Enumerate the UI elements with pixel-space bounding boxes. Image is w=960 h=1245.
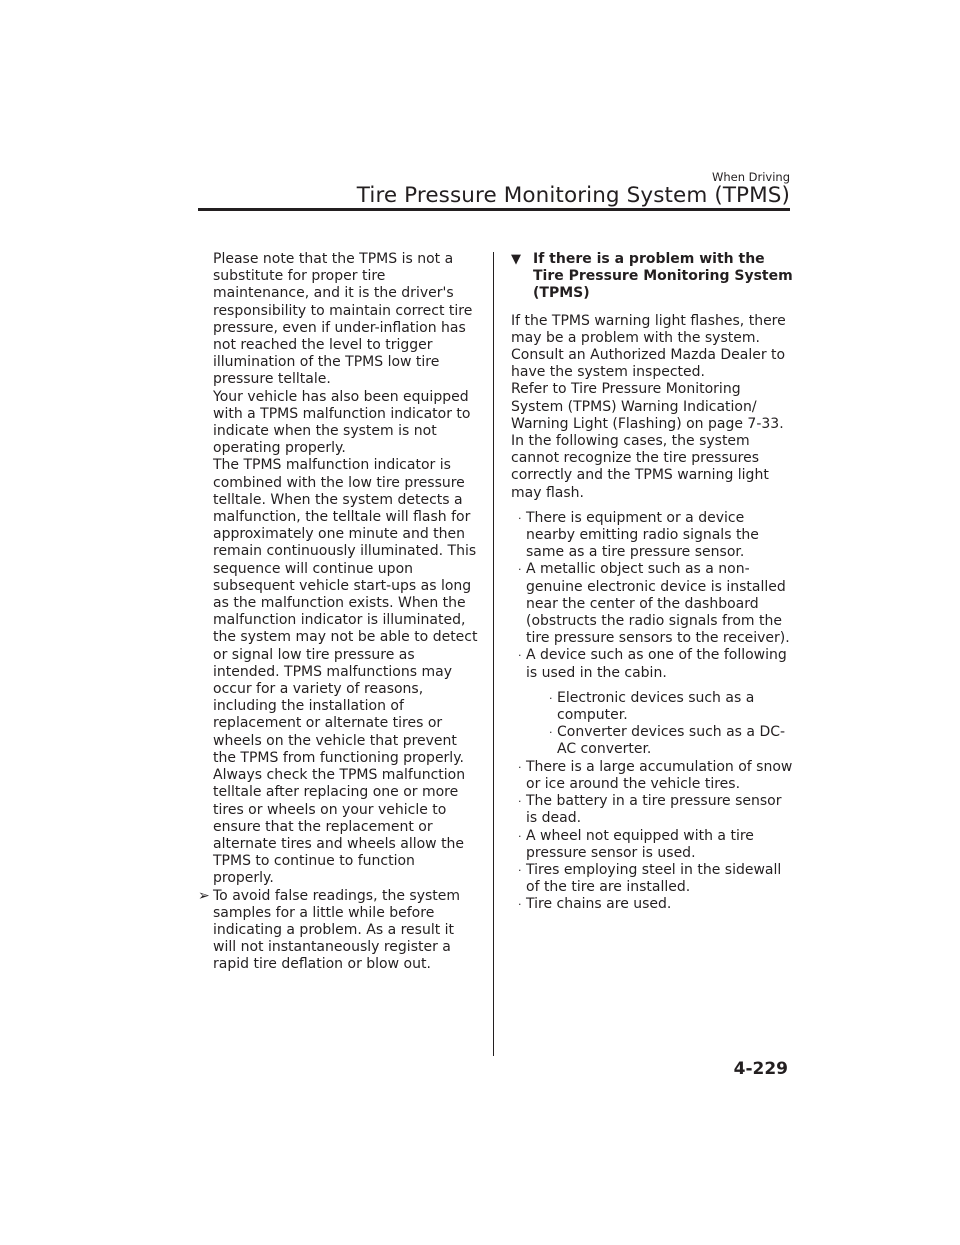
- cabin-devices-list: [526, 690, 793, 759]
- bullet-icon: ·: [549, 726, 553, 740]
- conditions-list: [511, 510, 793, 914]
- list-item-text: Tires employing steel in the sidewall of the tire are installed.: [526, 861, 782, 896]
- problem-heading-text: If there is a problem with the Tire Pressure Monitoring System (TPMS): [533, 251, 793, 302]
- false-readings-note: [198, 888, 480, 974]
- list-item-text: There is equipment or a device nearby emitting radio signals the same as a tire pressure sensor.: [526, 509, 759, 561]
- list-item: [511, 793, 793, 827]
- list-item-text: A wheel not equipped with a tire pressure sensor is used.: [526, 827, 754, 861]
- tpms-continuation-paragraph: Please note that the TPMS is not a substitute for proper tire maintenance, and it is the driver's responsibility to maintain correct tire pressure, even if under-inflation has not reached the level to trigger illumination of the TPMS low tire pressure telltale. Your vehicle has also been equipped with a TPMS malfunction indicator to indicate when the system is not operating properly. The TPMS malfunction indicator is combined with the low tire pressure telltale. When the system detects a malfunction, the telltale will flash for approximately one minute and then remain continuously illuminated. This sequence will continue upon subsequent vehicle start-ups as long as the malfunction exists. When the malfunction indicator is illuminated, the system may not be able to detect or signal low tire pressure as intended. TPMS malfunctions may occur for a variety of reasons, including the installation of replacement or alternate tires or wheels on the vehicle that prevent the TPMS from functioning properly. Always check the TPMS malfunction telltale after replacing one or more tires or wheels on your vehicle to ensure that the replacement or alternate tires and wheels allow the TPMS to continue to function properly.: [213, 251, 478, 887]
- bullet-icon: ·: [549, 691, 553, 705]
- bullet-icon: ·: [518, 511, 522, 525]
- page-number: 4-229: [733, 1059, 788, 1079]
- right-column: [511, 251, 793, 914]
- problem-intro: If the TPMS warning light flashes, there may be a problem with the system. Consult an Authorized Mazda Dealer to have the system inspected. Refer to Tire Pressure Monitoring System (TPMS) Warning Indication/ Warning Light (Flashing) on page 7-33. In the following cases, the system cannot recognize the tire pressures correctly and the TPMS warning light may flash.: [511, 312, 786, 501]
- problem-heading: [511, 251, 793, 303]
- list-item-text: The battery in a tire pressure sensor is dead.: [526, 793, 782, 827]
- sub-list-item-text: Converter devices such as a DC-AC converter.: [557, 724, 786, 758]
- list-item-text: There is a large accumulation of snow or ice around the vehicle tires.: [526, 758, 793, 792]
- bullet-icon: ·: [518, 563, 522, 577]
- list-item-text: A metallic object such as a non-genuine electronic device is installed near the center of the dashboard (obstructs the radio signals from the tire pressure sensors to the receiver).: [526, 561, 790, 647]
- page-title: Tire Pressure Monitoring System (TPMS): [356, 183, 790, 208]
- sub-list-item-text: Electronic devices such as a computer.: [557, 689, 755, 724]
- list-item: [511, 896, 793, 913]
- bullet-icon: ·: [518, 760, 522, 774]
- list-item-text: Tire chains are used.: [526, 896, 672, 913]
- triangle-down-icon: ▼: [511, 252, 521, 267]
- bullet-icon: ·: [518, 898, 522, 912]
- list-item: [511, 862, 793, 896]
- left-column: [198, 251, 480, 974]
- list-item-text: A device such as one of the following is used in the cabin.: [526, 647, 787, 681]
- arrow-icon: ➢: [198, 887, 210, 904]
- sub-list-item: [542, 690, 793, 724]
- list-item: [511, 759, 793, 793]
- column-divider: [493, 252, 494, 1056]
- sub-list-item: [542, 724, 793, 758]
- section-label: When Driving: [711, 170, 790, 184]
- list-item: [511, 510, 793, 562]
- bullet-icon: ·: [518, 829, 522, 843]
- note-text: To avoid false readings, the system samples for a little while before indicating a problem. As a result it will not instantaneously register a rapid tire deflation or blow out.: [213, 887, 461, 973]
- title-rule: [198, 208, 790, 211]
- list-item: [511, 828, 793, 862]
- bullet-icon: ·: [518, 795, 522, 809]
- list-item: [511, 647, 793, 758]
- list-item: [511, 561, 793, 647]
- bullet-icon: ·: [518, 649, 522, 663]
- bullet-icon: ·: [518, 863, 522, 877]
